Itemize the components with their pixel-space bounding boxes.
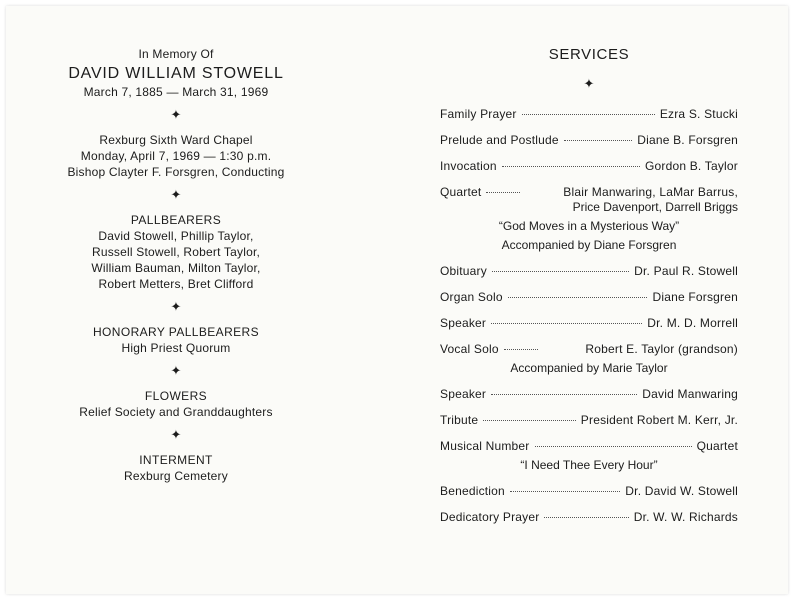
leader-dots <box>508 297 648 298</box>
leader-dots <box>544 517 628 518</box>
program-page <box>6 6 788 594</box>
service-role: Tribute <box>440 413 479 427</box>
star-divider-icon: ✦ <box>170 363 182 378</box>
in-memory-label: In Memory Of <box>138 47 214 61</box>
star-divider-icon: ✦ <box>170 187 182 202</box>
service-person: Dr. David W. Stowell <box>625 484 738 498</box>
service-person: President Robert M. Kerr, Jr. <box>580 413 738 427</box>
pallbearers-line: Russell Stowell, Robert Taylor, <box>91 245 261 259</box>
star-divider-icon: ✦ <box>170 299 182 314</box>
services-title: SERVICES <box>548 46 630 63</box>
leader-dots <box>491 323 642 324</box>
service-row <box>440 132 738 148</box>
service-role: Vocal Solo <box>440 342 499 356</box>
pallbearers-line: William Bauman, Milton Taylor, <box>91 261 261 275</box>
service-role: Family Prayer <box>440 107 517 121</box>
pallbearers-line: Robert Metters, Bret Clifford <box>98 277 254 291</box>
service-person-continued: Price Davenport, Darrell Briggs <box>572 200 738 214</box>
pallbearers-heading: PALLBEARERS <box>130 213 222 227</box>
service-row <box>440 386 738 402</box>
service-group-quartet <box>440 184 738 253</box>
service-person: Diane Forsgren <box>652 290 738 304</box>
memorial-column <box>26 46 326 484</box>
service-role: Dedicatory Prayer <box>440 510 540 524</box>
leader-dots <box>564 140 632 141</box>
star-divider-icon: ✦ <box>583 76 595 91</box>
leader-dots <box>510 491 620 492</box>
service-role: Prelude and Postlude <box>440 133 559 147</box>
service-role: Benediction <box>440 484 505 498</box>
service-person: Dr. W. W. Richards <box>633 510 738 524</box>
service-row <box>440 315 738 331</box>
honorary-pallbearers-heading: HONORARY PALLBEARERS <box>92 325 260 339</box>
service-datetime: Monday, April 7, 1969 — 1:30 p.m. <box>80 149 272 163</box>
flowers-heading: FLOWERS <box>144 389 208 403</box>
hymn-title: “God Moves in a Mysterious Way” <box>498 219 680 233</box>
honorary-pallbearers: High Priest Quorum <box>121 341 231 355</box>
service-role: Speaker <box>440 387 487 401</box>
interment-heading: INTERMENT <box>139 453 213 467</box>
service-row <box>440 341 738 357</box>
accompanist-note: Accompanied by Marie Taylor <box>510 361 668 375</box>
star-divider-icon: ✦ <box>170 427 182 442</box>
service-group-vocal-solo <box>440 341 738 376</box>
service-role: Speaker <box>440 316 487 330</box>
service-group-musical-number <box>440 438 738 473</box>
service-row <box>440 509 738 525</box>
leader-dots <box>504 349 538 350</box>
service-person: Blair Manwaring, LaMar Barrus, <box>563 185 738 199</box>
deceased-name: DAVID WILLIAM STOWELL <box>68 65 284 82</box>
leader-dots <box>491 394 637 395</box>
accompanist-note: Accompanied by Diane Forsgren <box>501 238 677 252</box>
service-person: David Manwaring <box>642 387 738 401</box>
service-row <box>440 263 738 279</box>
flowers-text: Relief Society and Granddaughters <box>79 405 273 419</box>
service-row <box>440 184 738 200</box>
interment-place: Rexburg Cemetery <box>124 469 228 483</box>
service-role: Invocation <box>440 159 497 173</box>
service-person: Gordon B. Taylor <box>644 159 738 173</box>
services-column <box>440 46 738 535</box>
hymn-title: “I Need Thee Every Hour” <box>520 458 658 472</box>
conducting-officer: Bishop Clayter F. Forsgren, Conducting <box>67 165 285 179</box>
service-role: Musical Number <box>440 439 530 453</box>
service-person: Dr. M. D. Morrell <box>647 316 738 330</box>
service-row <box>440 412 738 428</box>
service-person: Quartet <box>696 439 738 453</box>
leader-dots <box>535 446 692 447</box>
service-person: Diane B. Forsgren <box>637 133 738 147</box>
service-person: Robert E. Taylor (grandson) <box>585 342 738 356</box>
service-person: Ezra S. Stucki <box>659 107 738 121</box>
service-role: Quartet <box>440 185 482 199</box>
pallbearers-line: David Stowell, Phillip Taylor, <box>98 229 254 243</box>
service-role: Organ Solo <box>440 290 503 304</box>
service-row <box>440 289 738 305</box>
service-role: Obituary <box>440 264 487 278</box>
leader-dots <box>492 271 629 272</box>
service-person: Dr. Paul R. Stowell <box>634 264 738 278</box>
life-dates: March 7, 1885 — March 31, 1969 <box>83 85 269 99</box>
service-row <box>440 106 738 122</box>
leader-dots <box>486 192 520 193</box>
star-divider-icon: ✦ <box>170 107 182 122</box>
leader-dots <box>483 420 575 421</box>
service-location: Rexburg Sixth Ward Chapel <box>99 133 253 147</box>
service-row <box>440 158 738 174</box>
leader-dots <box>522 114 655 115</box>
service-row <box>440 483 738 499</box>
service-row <box>440 438 738 454</box>
leader-dots <box>502 166 640 167</box>
